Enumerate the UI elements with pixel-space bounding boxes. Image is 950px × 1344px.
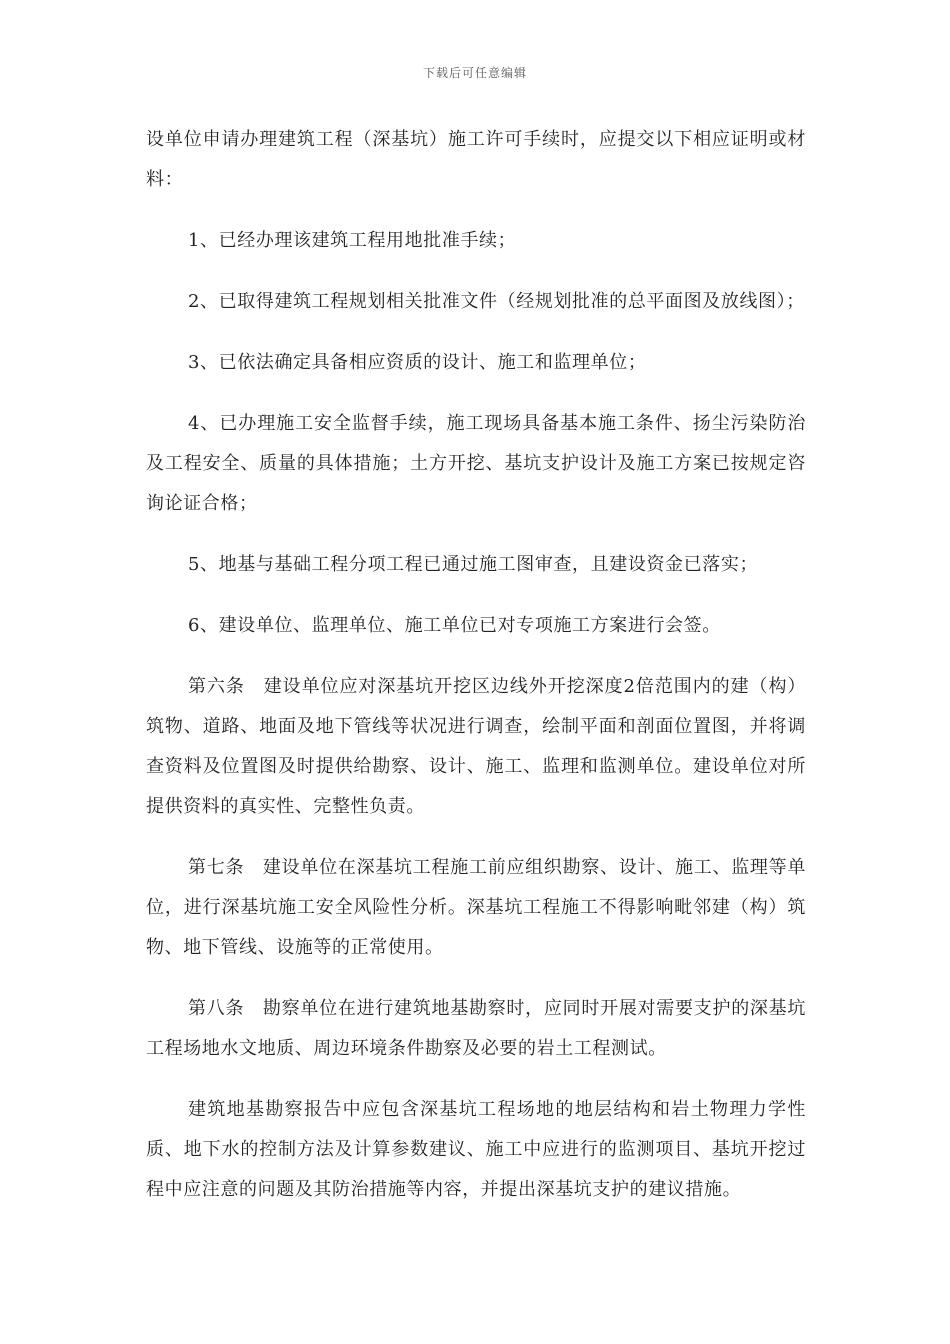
document-body (146, 120, 806, 1231)
list-item-3: 3、已依法确定具备相应资质的设计、施工和监理单位； (188, 352, 647, 373)
paragraph-continuation: 设单位申请办理建筑工程（深基坑）施工许可手续时，应提交以下相应证明或材料： (146, 129, 806, 190)
article-6: 第六条 建设单位应对深基坑开挖区边线外开挖深度2倍范围内的建（构）筑物、道路、地面及地下管线等状况进行调查，绘制平面和剖面位置图，并将调查资料及位置图及时提供给勘察、设计、施工、监理和监测单位。建设单位对所提供资料的真实性、完整性负责。 (146, 676, 806, 817)
article-7: 第七条 建设单位在深基坑工程施工前应组织勘察、设计、施工、监理等单位，进行深基坑施工安全风险性分析。深基坑工程施工不得影响毗邻建（构）筑物、地下管线、设施等的正常使用。 (146, 857, 806, 958)
list-item-1: 1、已经办理该建筑工程用地批准手续； (188, 230, 517, 251)
list-item-5: 5、地基与基础工程分项工程已通过施工图审查，且建设资金已落实； (188, 554, 759, 575)
list-item-4: 4、已办理施工安全监督手续，施工现场具备基本施工条件、扬尘污染防治及工程安全、质量的具体措施；土方开挖、基坑支护设计及施工方案已按规定咨询论证合格； (146, 413, 806, 514)
article-8-paragraph-2: 建筑地基勘察报告中应包含深基坑工程场地的地层结构和岩土物理力学性质、地下水的控制方法及计算参数建议、施工中应进行的监测项目、基坑开挖过程中应注意的问题及其防治措施等内容，并提出深基坑支护的建议措施。 (146, 1099, 806, 1200)
list-item-2: 2、已取得建筑工程规划相关批准文件（经规划批准的总平面图及放线图）； (188, 291, 805, 312)
list-item-6: 6、建设单位、监理单位、施工单位已对专项施工方案进行会签。 (188, 615, 721, 636)
article-8: 第八条 勘察单位在进行建筑地基勘察时，应同时开展对需要支护的深基坑工程场地水文地质、周边环境条件勘察及必要的岩土工程测试。 (146, 998, 806, 1059)
page-header-note: 下载后可任意编辑 (422, 66, 527, 80)
